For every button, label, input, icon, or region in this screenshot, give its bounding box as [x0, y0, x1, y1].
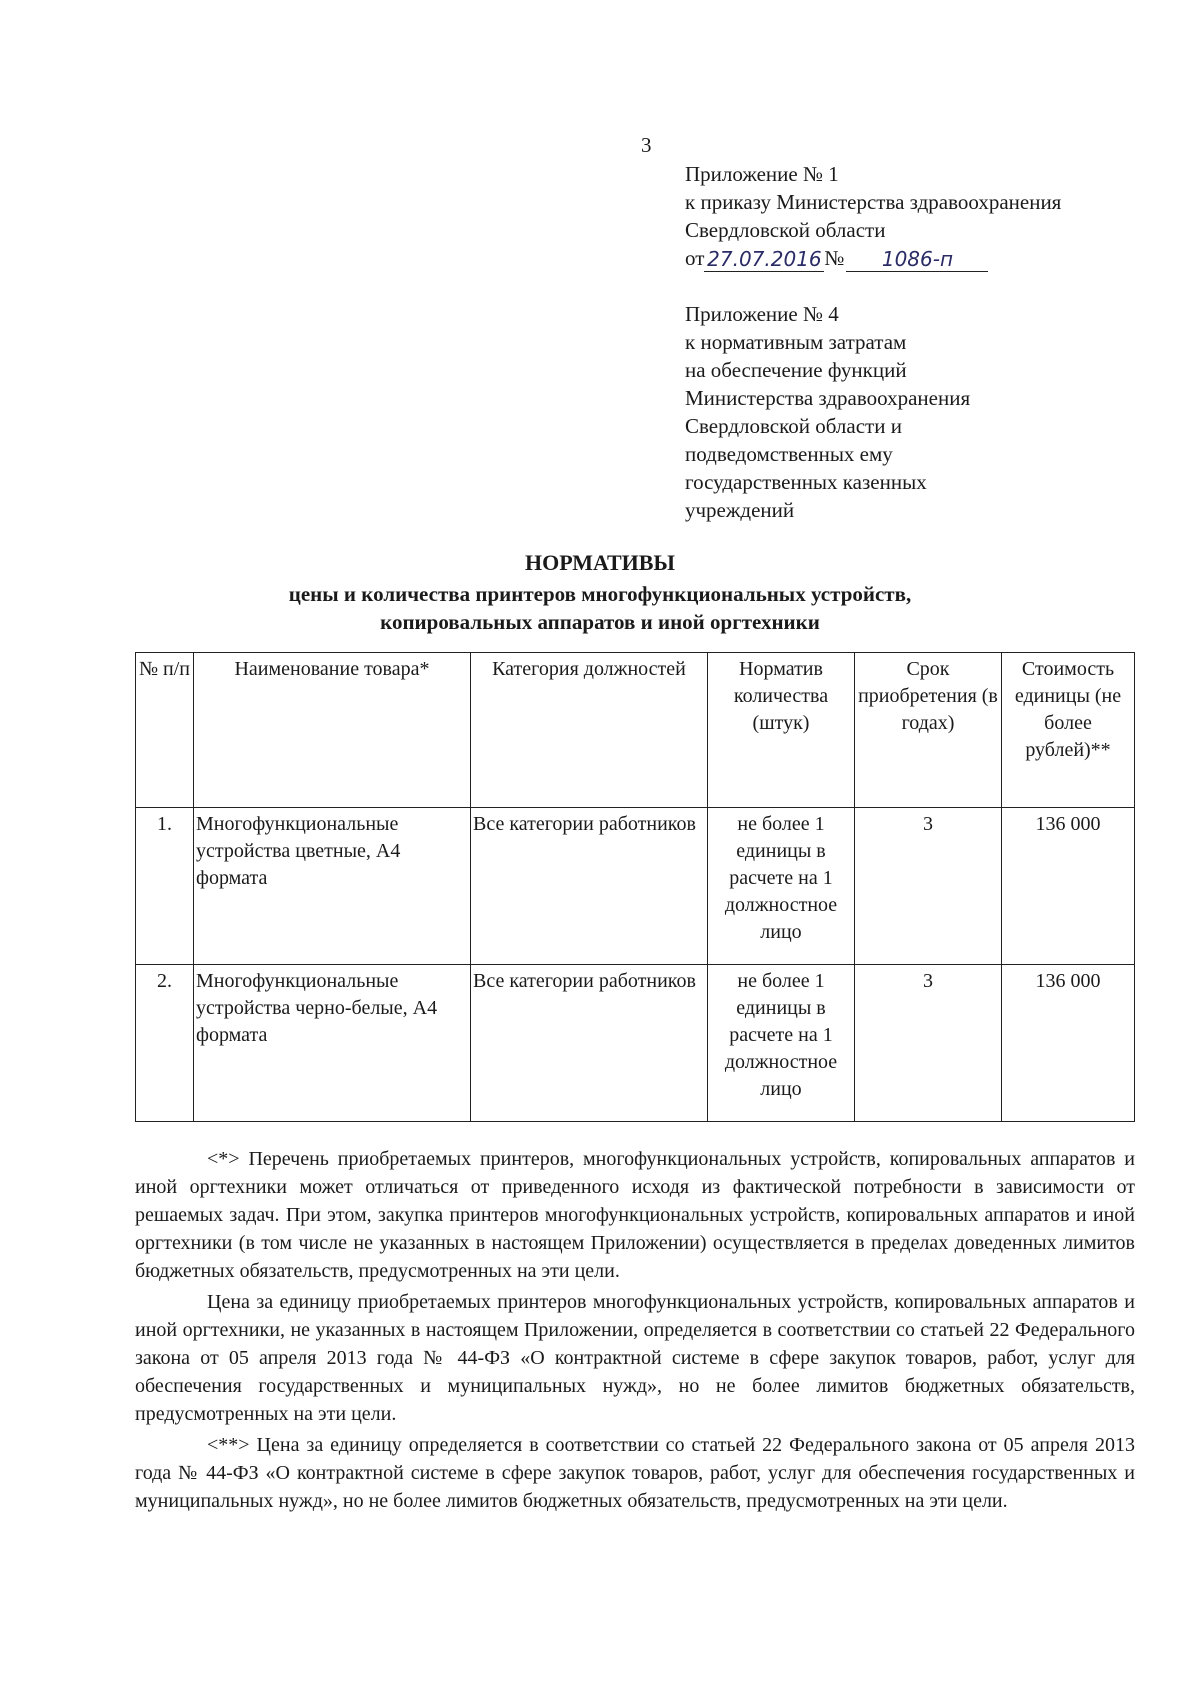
- footnote-paragraph: <*> Перечень приобретаемых принтеров, многофункциональных устройств, копировальных аппаратов и иной оргтехники может отличаться от приведенного исходя из фактической потребности в зависимости от решаемых задач. При этом, закупка принтеров многофункциональных устройств, копировальных аппаратов и иной оргтехники (в том числе не указанных в настоящем Приложении) осуществляется в пределах доведенных лимитов бюджетных обязательств, предусмотренных на эти цели.: [135, 1148, 1135, 1282]
- product-name: Многофункциональные устройства цветные, А4 формата: [194, 808, 471, 965]
- handwritten-date: 27.07.2016: [704, 247, 824, 272]
- appendix-4-header: [685, 300, 1105, 524]
- number-prefix: №: [824, 246, 845, 270]
- quantity-norm: не более 1 единицы в расчете на 1 должностное лицо: [708, 965, 855, 1122]
- table-row: [136, 965, 1135, 1122]
- quantity-norm: не более 1 единицы в расчете на 1 должностное лицо: [708, 808, 855, 965]
- norms-table: [135, 652, 1135, 1122]
- row-number: 2.: [136, 965, 194, 1122]
- subtitle-line: цены и количества принтеров многофункциональных устройств,: [288, 582, 912, 606]
- document-subtitle: [0, 580, 1200, 636]
- header-acquisition-term: Срок приобретения (в годах): [855, 653, 1002, 808]
- appendix-1-line: к приказу Министерства здравоохранения: [685, 190, 1062, 214]
- acquisition-term: 3: [855, 965, 1002, 1122]
- subtitle-line: копировальных аппаратов и иной оргтехники: [380, 610, 820, 634]
- row-number: 1.: [136, 808, 194, 965]
- document-title: НОРМАТИВЫ: [524, 550, 676, 575]
- appendix-4-line: на обеспечение функций: [685, 358, 907, 382]
- header-number: № п/п: [136, 653, 194, 808]
- footnotes: [135, 1145, 1135, 1518]
- date-prefix: от: [685, 246, 705, 270]
- header-position-category: Категория должностей: [471, 653, 708, 808]
- footnote-paragraph: <**> Цена за единицу определяется в соответствии со статьей 22 Федерального закона от 05 апреля 2013 года № 44-ФЗ «О контрактной системе в сфере закупок товаров, работ, услуг для обеспечения государственных и муниципальных нужд», но не более лимитов бюджетных обязательств, предусмотренных на эти цели.: [135, 1434, 1135, 1512]
- position-category: Все категории работников: [471, 965, 708, 1122]
- order-date-number-line: [685, 244, 1155, 272]
- product-name: Многофункциональные устройства черно-белые, А4 формата: [194, 965, 471, 1122]
- appendix-1-line: Свердловской области: [685, 218, 886, 242]
- appendix-1-header: [685, 160, 1155, 272]
- acquisition-term: 3: [855, 808, 1002, 965]
- appendix-4-line: Свердловской области и: [685, 414, 902, 438]
- appendix-4-line: Приложение № 4: [685, 302, 839, 326]
- unit-price: 136 000: [1002, 965, 1135, 1122]
- table-row: [136, 808, 1135, 965]
- footnote-paragraph: Цена за единицу приобретаемых принтеров многофункциональных устройств, копировальных аппаратов и иной оргтехники, не указанных в настоящем Приложении, определяется в соответствии со статьей 22 Федерального закона от 05 апреля 2013 года № 44-ФЗ «О контрактной системе в сфере закупок товаров, работ, услуг для обеспечения государственных и муниципальных нужд», но не более лимитов бюджетных обязательств, предусмотренных на эти цели.: [135, 1291, 1135, 1425]
- appendix-4-line: государственных казенных: [685, 470, 927, 494]
- table-header-row: [136, 653, 1135, 808]
- appendix-1-title: Приложение № 1: [685, 162, 839, 186]
- appendix-4-line: Министерства здравоохранения: [685, 386, 971, 410]
- appendix-4-line: подведомственных ему: [685, 442, 893, 466]
- header-quantity-norm: Норматив количества (штук): [708, 653, 855, 808]
- header-unit-price: Стоимость единицы (не более рублей)**: [1002, 653, 1135, 808]
- page-number: 3: [641, 133, 652, 157]
- handwritten-order-number: 1086-п: [846, 247, 988, 272]
- unit-price: 136 000: [1002, 808, 1135, 965]
- appendix-4-line: к нормативным затратам: [685, 330, 907, 354]
- header-product-name: Наименование товара*: [194, 653, 471, 808]
- position-category: Все категории работников: [471, 808, 708, 965]
- appendix-4-line: учреждений: [685, 498, 795, 522]
